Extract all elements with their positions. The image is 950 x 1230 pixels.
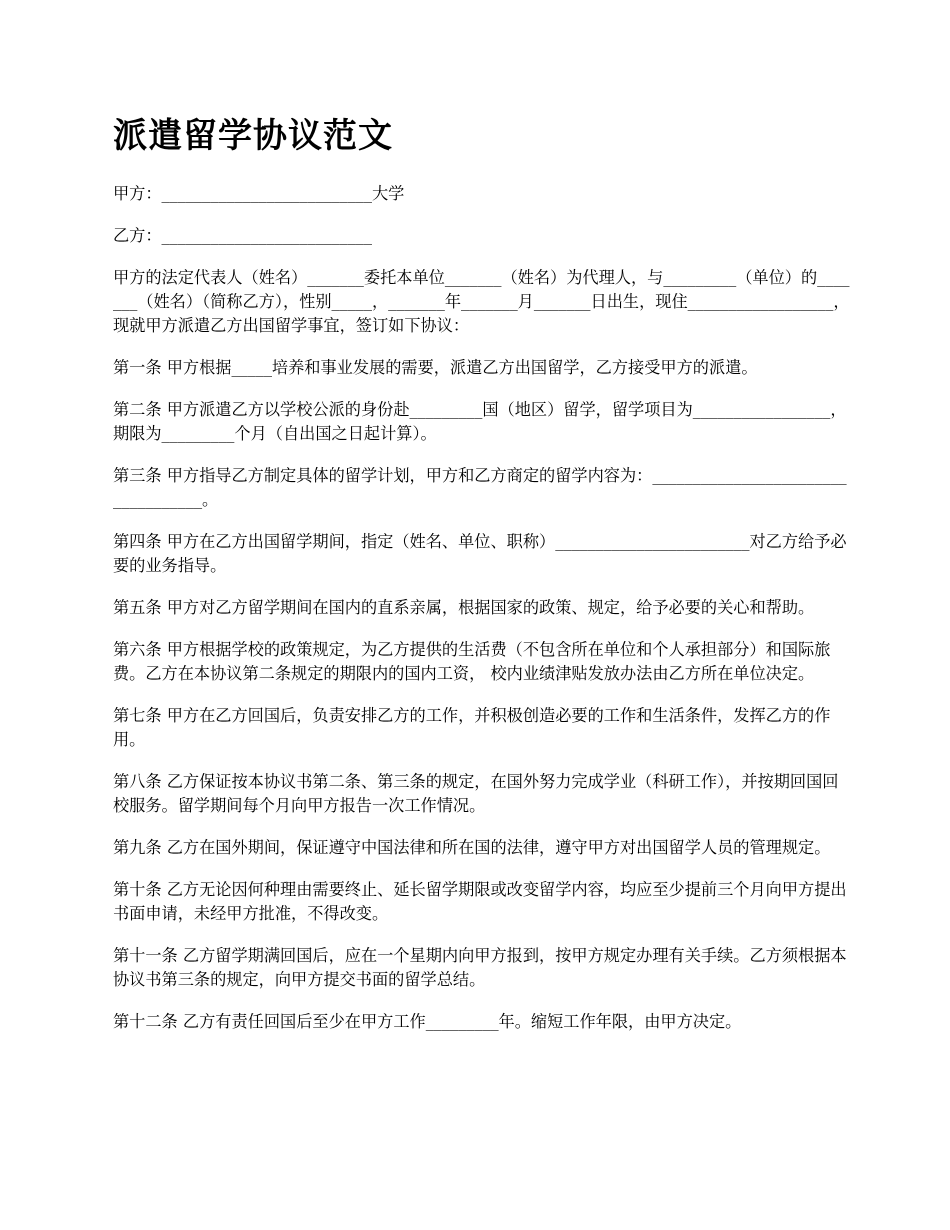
article-9: 第九条 乙方在国外期间，保证遵守中国法律和所在国的法律，遵守甲方对出国留学人员的管理规定。 [113,838,831,857]
article-7: 第七条 甲方在乙方回国后，负责安排乙方的工作，并积极创造必要的工作和生活条件，发挥乙方的作用。 [113,706,831,749]
article-3: 第三条 甲方指导乙方制定具体的留学计划，甲方和乙方商定的留学内容为：___________________________________。 [113,466,847,509]
article-10: 第十条 乙方无论因何种理由需要终止、延长留学期限或改变留学内容，均应至少提前三个月向甲方提出书面申请，未经甲方批准，不得改变。 [113,880,847,923]
party-b-line: 乙方：__________________________ [113,226,372,245]
article-1: 第一条 甲方根据_____培养和事业发展的需要，派遣乙方出国留学，乙方接受甲方的派遣。 [113,358,758,377]
article-2: 第二条 甲方派遣乙方以学校公派的身份赴_________国（地区）留学，留学项目为_________________，期限为_________个月（自出国之日起计算）。 [113,400,847,443]
document-title: 派遣留学协议范文 [113,116,393,156]
preamble-paragraph: 甲方的法定代表人（姓名）_______委托本单位_______（姓名）为代理人，与_________（单位）的_______（姓名）（简称乙方），性别_____，_______年_______月_______日出生，现住__________________，现就甲方派遣乙方出国留学事宜，签订如下协议： [113,268,850,335]
article-11: 第十一条 乙方留学期满回国后，应在一个星期内向甲方报到，按甲方规定办理有关手续。乙方须根据本协议书第三条的规定，向甲方提交书面的留学总结。 [113,946,847,989]
article-12: 第十二条 乙方有责任回国后至少在甲方工作_________年。缩短工作年限，由甲方决定。 [113,1012,742,1031]
article-8: 第八条 乙方保证按本协议书第二条、第三条的规定，在国外努力完成学业（科研工作），并按期回国回校服务。留学期间每个月向甲方报告一次工作情况。 [113,772,839,815]
article-5: 第五条 甲方对乙方留学期间在国内的直系亲属，根据国家的政策、规定，给予必要的关心和帮助。 [113,598,815,617]
document-page [113,112,853,1052]
article-6: 第六条 甲方根据学校的政策规定，为乙方提供的生活费（不包含所在单位和个人承担部分）和国际旅费。乙方在本协议第二条规定的期限内的国内工资， 校内业绩津贴发放办法由乙方所在单位决定。 [113,640,831,683]
article-4: 第四条 甲方在乙方出国留学期间，指定（姓名、单位、职称）________________________对乙方给予必要的业务指导。 [113,532,847,575]
party-a-line: 甲方：__________________________大学 [113,184,405,203]
